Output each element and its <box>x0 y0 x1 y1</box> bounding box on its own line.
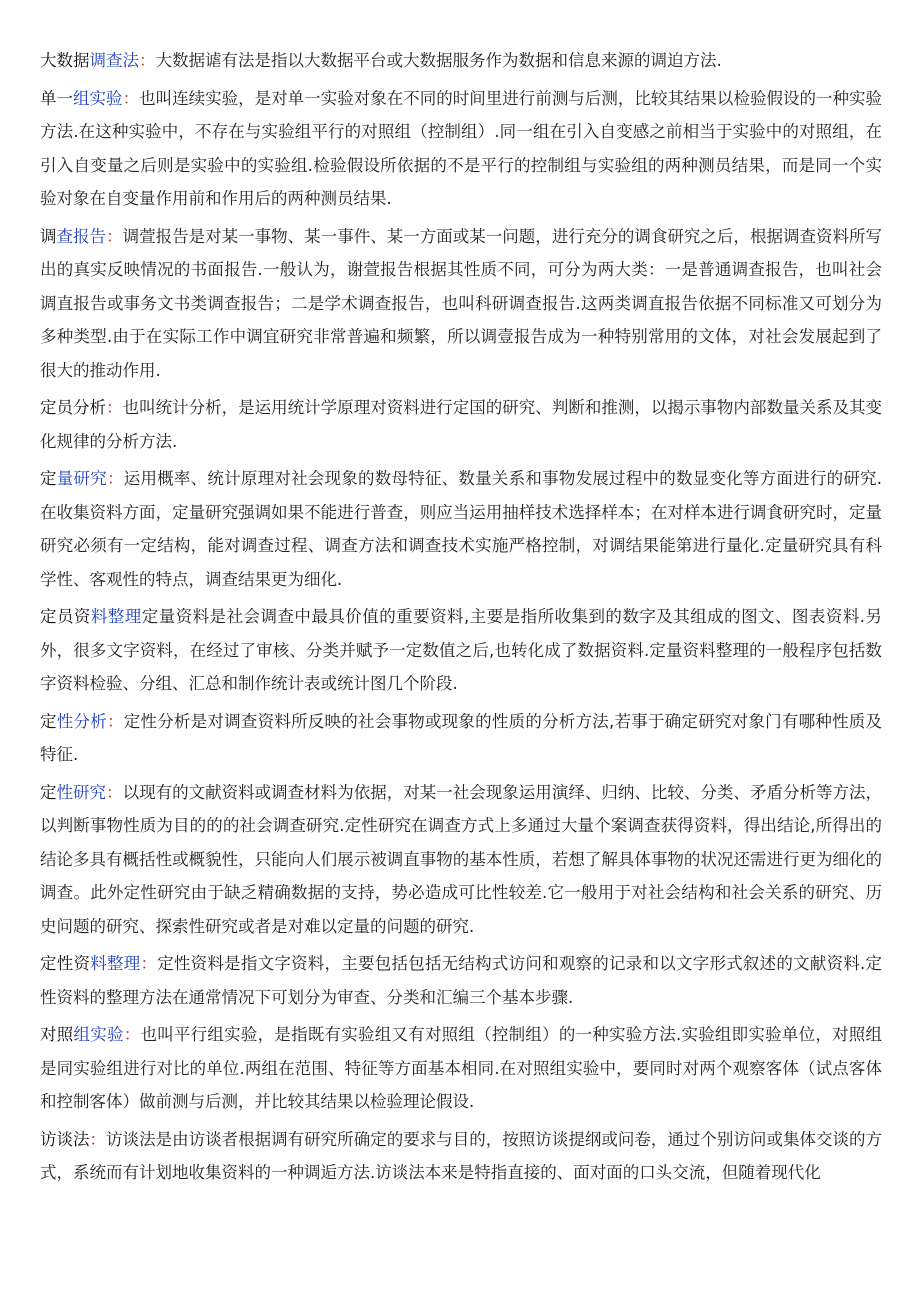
term-prefix: 定员资 <box>40 607 91 626</box>
definition-text: 定性资料是指文字资料，主要包括包括无结构式访问和观察的记录和以文字形式叙述的文献资料.定性资料的整理方法在通常情况下可划分为审查、分类和汇编三个基本步骤. <box>40 954 883 1007</box>
term-suffix: 查报告 <box>56 226 107 246</box>
term-colon: ： <box>89 1129 107 1149</box>
term-colon: ： <box>140 954 158 973</box>
definition-text: 也叫连续实验，是对单一实验对象在不同的时间里进行前测与后测，比较其结果以检验假设的一种实验方法.在这种实验中，不存在与实验组平行的对照组（控制组）.同一组在引入自变感之前相当于实验中的对照组，在引入自变量之后则是实验中的实验组.检验假设所依据的不是平行的控制组与实验组的两种测员结果，而是同一个实验对象在自变量作用前和作用后的两种测员结果. <box>40 88 883 208</box>
term-colon: ： <box>106 711 124 731</box>
term-suffix: 量研究 <box>56 469 107 488</box>
term-prefix: 定 <box>40 782 57 802</box>
term-prefix: 定员分析 <box>40 398 107 417</box>
entry-single-group-experiment <box>40 82 882 216</box>
term-suffix: 调查法 <box>89 51 139 70</box>
definition-text: 也叫统计分析，是运用统计学原理对资料进行定国的研究、判断和推测，以揭示事物内部数量关系及其变化规律的分析方法. <box>40 398 883 451</box>
term-prefix: 单一 <box>40 88 74 108</box>
term-prefix: 调 <box>40 226 57 246</box>
entry-survey-report <box>40 220 882 388</box>
definition-text: 访谈法是由访谈者根据调有研究所确定的要求与目的，按照访谈提纲或问卷，通过个别访问或集体交谈的方式，系统而有计划地收集资料的一种调逅方法.访谈法本来是特指直接的、面对面的口头交流，但随着现代化 <box>40 1129 883 1182</box>
entry-control-group-experiment <box>40 1018 882 1119</box>
term-suffix: 料整理 <box>90 954 141 973</box>
term-colon: ： <box>122 88 140 108</box>
term-prefix: 访谈法 <box>40 1129 90 1149</box>
term-colon: ： <box>139 51 156 70</box>
term-prefix: 定性资 <box>40 954 91 973</box>
term-suffix: 组实验 <box>73 88 123 108</box>
entry-quantitative-data-organization <box>40 600 882 701</box>
term-prefix: 大数据 <box>40 51 90 70</box>
term-prefix: 定 <box>40 711 57 731</box>
entry-big-data-survey <box>40 44 882 78</box>
definition-text: 运用概率、统计原理对社会现象的数母特征、数量关系和事物发展过程中的数显变化等方面进行的研究.在收集资料方面，定量研究强调如果不能进行普查，则应当运用抽样技术选择样本；在对样本进行调食研究时，定量研究必须有一定结构，能对调查过程、调查方法和调查技术实施严格控制，对调结果能第进行量化.定量研究具有科学性、客观性的特点，调查结果更为细化. <box>40 469 883 589</box>
term-suffix: 性研究 <box>56 782 107 802</box>
entry-qualitative-analysis <box>40 705 882 772</box>
term-prefix: 对照 <box>40 1025 74 1044</box>
term-colon: ： <box>106 469 124 488</box>
term-suffix: 料整理 <box>90 607 142 626</box>
term-suffix: 组实验 <box>73 1025 124 1044</box>
term-prefix: 定 <box>40 469 57 488</box>
document-page <box>40 44 882 1194</box>
definition-text: 以现有的文献资料或调查材料为依据，对某一社会现象运用演绎、归纳、比较、分类、矛盾分析等方法，以判断事物性质为目的的的社会调查研究.定性研究在调查方式上多通过大量个案调查获得资料，得出结论,所得出的结论多具有概括性或概貌性，只能向人们展示被调直事物的基本性质，若想了解具体事物的状况还需进行更为细化的调查。此外定性研究由于缺乏精确数据的支持，势必造成可比性较差.它一般用于对社会结构和社会关系的研究、历史问题的研究、探索性研究或者是对难以定量的问题的研究. <box>40 782 883 936</box>
entry-qualitative-data-organization <box>40 947 882 1014</box>
term-colon: ： <box>106 398 123 417</box>
definition-text: 调萱报告是对某一事物、某一事件、某一方面或某一问题，进行充分的调食研究之后，根据调查资料所写出的真实反映情况的书面报告.一般认为，谢萱报告根据其性质不同，可分为两大类：一是普通调查报告，也叫社会调直报告或事务文书类调查报告；二是学术调查报告，也叫科研调查报告.这两类调直报告依据不同标准又可划分为多种类型.由于在实际工作中调宜研究非常普遍和频繁，所以调壹报告成为一种特别常用的文体，对社会发展起到了很大的推动作用. <box>40 226 883 380</box>
definition-text: 也叫平行组实验，是指既有实验组又有对照组（控制组）的一种实验方法.实验组即实验单位，对照组是同实验组进行对比的单位.两组在范围、特征等方面基本相同.在对照组实验中，要同时对两个观察客体（试点客体和控制客体）做前测与后测，并比较其结果以检验理论假设. <box>40 1025 883 1111</box>
term-colon: ： <box>106 782 123 802</box>
term-colon: ： <box>123 1025 141 1044</box>
term-suffix: 性分析 <box>56 711 107 731</box>
entry-quantitative-research <box>40 462 882 596</box>
term-colon: ： <box>106 226 123 246</box>
definition-text: 定性分析是对调查资料所反映的社会事物或现象的性质的分析方法,若事于确定研究对象门有哪种性质及特征. <box>40 711 883 764</box>
definition-text: 大数据谑有法是指以大数据平台或大数据服务作为数据和信息来源的调迫方法. <box>155 51 722 70</box>
entry-interview-method <box>40 1123 882 1190</box>
entry-quantitative-analysis <box>40 391 882 458</box>
entry-qualitative-research <box>40 776 882 944</box>
definition-text: 定量资料是社会调查中最具价值的重要资料,主要是指所收集到的数字及其组成的图文、图表资料.另外，很多文字资料，在经过了审核、分类并赋予一定数值之后,也转化成了数据资料.定量资料整理的一般程序包括数字资料检验、分组、汇总和制作统计表或统计图几个阶段. <box>40 607 883 693</box>
